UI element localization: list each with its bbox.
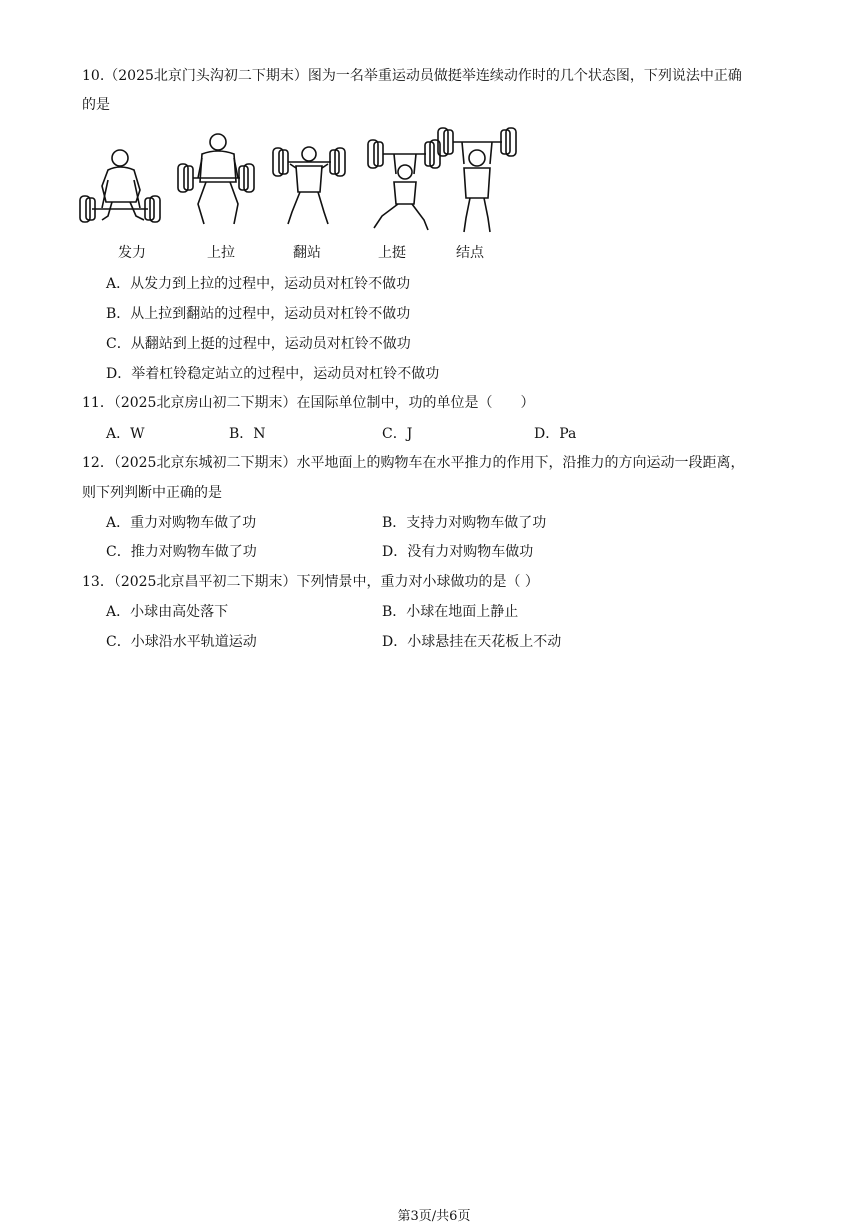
q11-option-b: B．N xyxy=(229,426,266,442)
q13-option-c: C．小球沿水平轨道运动 xyxy=(106,634,257,650)
lifter-pose-1 xyxy=(80,150,160,222)
caption-shangla: 上拉 xyxy=(207,245,235,261)
lifter-pose-2 xyxy=(178,134,254,224)
q12-option-c: C．推力对购物车做了功 xyxy=(106,544,257,560)
q10-option-c: C．从翻站到上挺的过程中，运动员对杠铃不做功 xyxy=(106,336,411,352)
lifter-pose-5 xyxy=(438,128,516,232)
caption-shangting: 上挺 xyxy=(378,245,406,261)
q12-option-a: A．重力对购物车做了功 xyxy=(106,515,257,531)
q11-stem: 11．（2025北京房山初二下期末）在国际单位制中，功的单位是（ ） xyxy=(82,395,535,411)
q12-option-b: B．支持力对购物车做了功 xyxy=(382,515,547,531)
weightlifting-figure xyxy=(78,124,538,264)
q12-stem-line2: 则下列判断中正确的是 xyxy=(82,485,222,501)
q13-option-d: D．小球悬挂在天花板上不动 xyxy=(382,634,562,650)
lifter-pose-4 xyxy=(368,140,440,230)
q12-option-d: D．没有力对购物车做功 xyxy=(382,544,534,560)
q12-stem-line1: 12．（2025北京东城初二下期末）水平地面上的购物车在水平推力的作用下，沿推力的方向运动一段距离， xyxy=(82,455,745,471)
q13-option-b: B．小球在地面上静止 xyxy=(382,604,519,620)
q11-option-a: A．W xyxy=(106,426,145,442)
q10-option-a: A．从发力到上拉的过程中，运动员对杠铃不做功 xyxy=(106,276,411,292)
caption-jiedian: 结点 xyxy=(456,245,484,261)
q10-option-d: D．举着杠铃稳定站立的过程中，运动员对杠铃不做功 xyxy=(106,366,440,382)
caption-fanzhan: 翻站 xyxy=(293,245,321,261)
q10-option-b: B．从上拉到翻站的过程中，运动员对杠铃不做功 xyxy=(106,306,411,322)
page-number: 第3页/共6页 xyxy=(397,1209,471,1224)
caption-fali: 发力 xyxy=(118,245,146,261)
q13-option-a: A．小球由高处落下 xyxy=(106,604,229,620)
q10-stem-line1: 10.（2025北京门头沟初二下期末）图为一名举重运动员做挺举连续动作时的几个状态图，下列说法中正确 xyxy=(82,68,742,84)
lifter-pose-3 xyxy=(273,147,345,224)
q11-option-c: C．J xyxy=(382,426,413,442)
q13-stem: 13．（2025北京昌平初二下期末）下列情景中，重力对小球做功的是（ ） xyxy=(82,574,539,590)
q10-stem-line2: 的是 xyxy=(82,97,110,113)
q11-option-d: D．Pa xyxy=(534,426,577,442)
